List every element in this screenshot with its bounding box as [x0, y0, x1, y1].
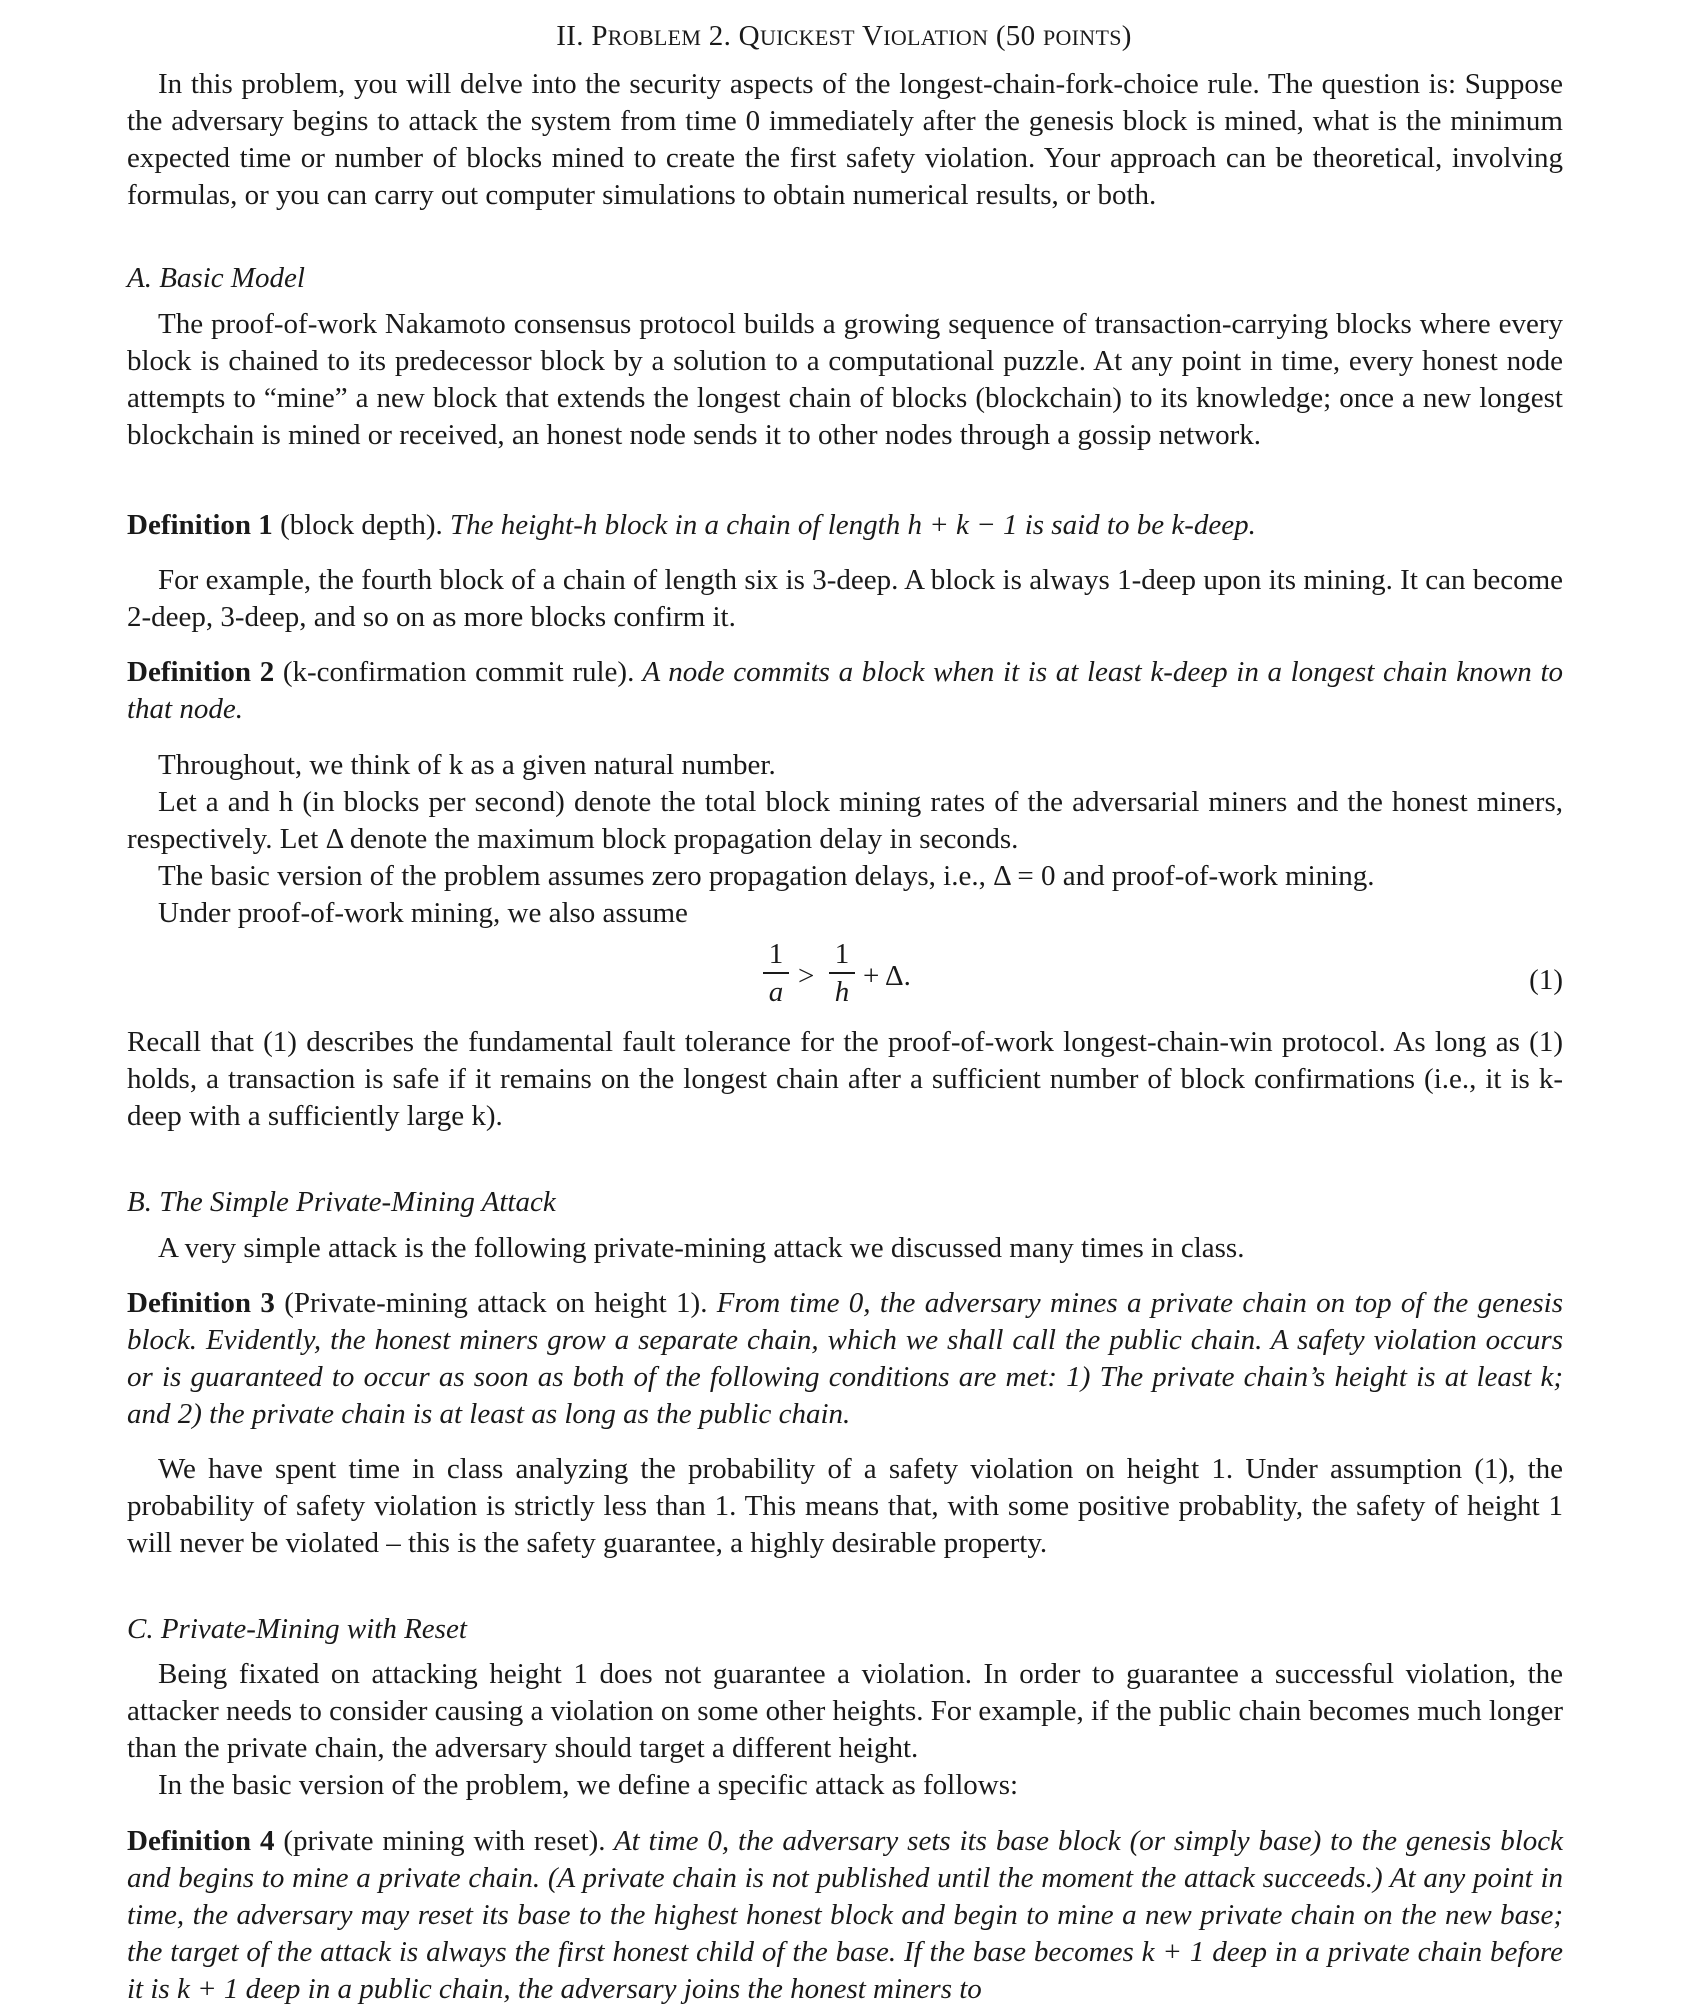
- fraction-1-over-a: 1 a: [763, 938, 789, 1008]
- definition-4: Definition 4 (private mining with reset). At time 0, the adversary sets its base block (or simply base) to the genesis block and begins to mine a private chain. (A private chain is not published until the moment the attack succeeds.) At any point in time, the adversary may reset its base to the highest honest block and begin to mine a new private chain on the new base; the target of the attack is always the first honest child of the base. If the base becomes k + 1 deep in a private chain before it is k + 1 deep in a public chain, the adversary joins the honest miners to: [127, 1825, 1563, 2005]
- section-a-para3: Throughout, we think of k as a given natural number. Let a and h (in blocks per second) denote the total block mining rates of the adversarial miners and the honest miners, respectively. Let Δ denote the maximum block propagation delay in seconds. The basic version of the problem assumes zero propagation delays, i.e., Δ = 0 and proof-of-work mining. Under proof-of-work mining, we also assume: [127, 749, 1563, 929]
- section-a-para1: The proof-of-work Nakamoto consensus protocol builds a growing sequence of transaction-carrying blocks where every block is chained to its predecessor block by a solution to a computational puzzle. At any point in time, every honest node attempts to “mine” a new block that extends the longest chain of blocks (blockchain) to its knowledge; once a new longest blockchain is mined or received, an honest node sends it to other nodes through a gossip network.: [127, 308, 1563, 451]
- equation-tail: + Δ.: [863, 960, 911, 992]
- definition-1: Definition 1 (block depth). The height-h block in a chain of length h + k − 1 is said to be k-deep.: [127, 509, 1256, 541]
- equation-number: (1): [1529, 964, 1563, 996]
- section-b-heading: B. The Simple Private-Mining Attack: [127, 1186, 556, 1218]
- section-title: II. PROBLEM 2. QUICKEST VIOLATION (50 POINTS): [556, 20, 1132, 52]
- equation-1: [127, 938, 1563, 1018]
- fraction-1-over-h: 1 h: [829, 938, 855, 1008]
- section-number: II.: [556, 20, 584, 52]
- section-b-para1: A very simple attack is the following private-mining attack we discussed many times in class.: [158, 1232, 1245, 1264]
- section-a-heading: A. Basic Model: [127, 262, 305, 294]
- section-b-para2: We have spent time in class analyzing the probability of a safety violation on height 1. Under assumption (1), the probability of safety violation is strictly less than 1. This means that, with some positive probablity, the safety of height 1 will never be violated – this is the safety guarantee, a highly desirable property.: [127, 1453, 1563, 1559]
- greater-than-sign: >: [798, 960, 815, 992]
- intro-paragraph: In this problem, you will delve into the security aspects of the longest-chain-fork-choice rule. The question is: Suppose the adversary begins to attack the system from time 0 immediately after the genesis block is mined, what is the minimum expected time or number of blocks mined to create the first safety violation. Your approach can be theoretical, involving formulas, or you can carry out computer simulations to obtain numerical results, or both.: [127, 68, 1563, 211]
- section-c-heading: C. Private-Mining with Reset: [127, 1613, 467, 1645]
- definition-3: Definition 3 (Private-mining attack on height 1). From time 0, the adversary mines a private chain on top of the genesis block. Evidently, the honest miners grow a separate chain, which we shall call the public chain. A safety violation occurs or is guaranteed to occur as soon as both of the following conditions are met: 1) The private chain’s height is at least k; and 2) the private chain is at least as long as the public chain.: [127, 1287, 1563, 1430]
- section-c-para1: Being fixated on attacking height 1 does not guarantee a violation. In order to guarantee a successful violation, the attacker needs to consider causing a violation on some other heights. For example, if the public chain becomes much longer than the private chain, the adversary should target a different height. In the basic version of the problem, we define a specific attack as follows:: [127, 1658, 1563, 1801]
- section-a-para2: For example, the fourth block of a chain of length six is 3-deep. A block is always 1-deep upon its mining. It can become 2-deep, 3-deep, and so on as more blocks confirm it.: [127, 564, 1563, 633]
- section-a-para7: Recall that (1) describes the fundamental fault tolerance for the proof-of-work longest-chain-win protocol. As long as (1) holds, a transaction is safe if it remains on the longest chain after a sufficient number of block confirmations (i.e., it is k-deep with a sufficiently large k).: [127, 1026, 1563, 1132]
- definition-2: Definition 2 (k-confirmation commit rule). A node commits a block when it is at least k-deep in a longest chain known to that node.: [127, 656, 1564, 725]
